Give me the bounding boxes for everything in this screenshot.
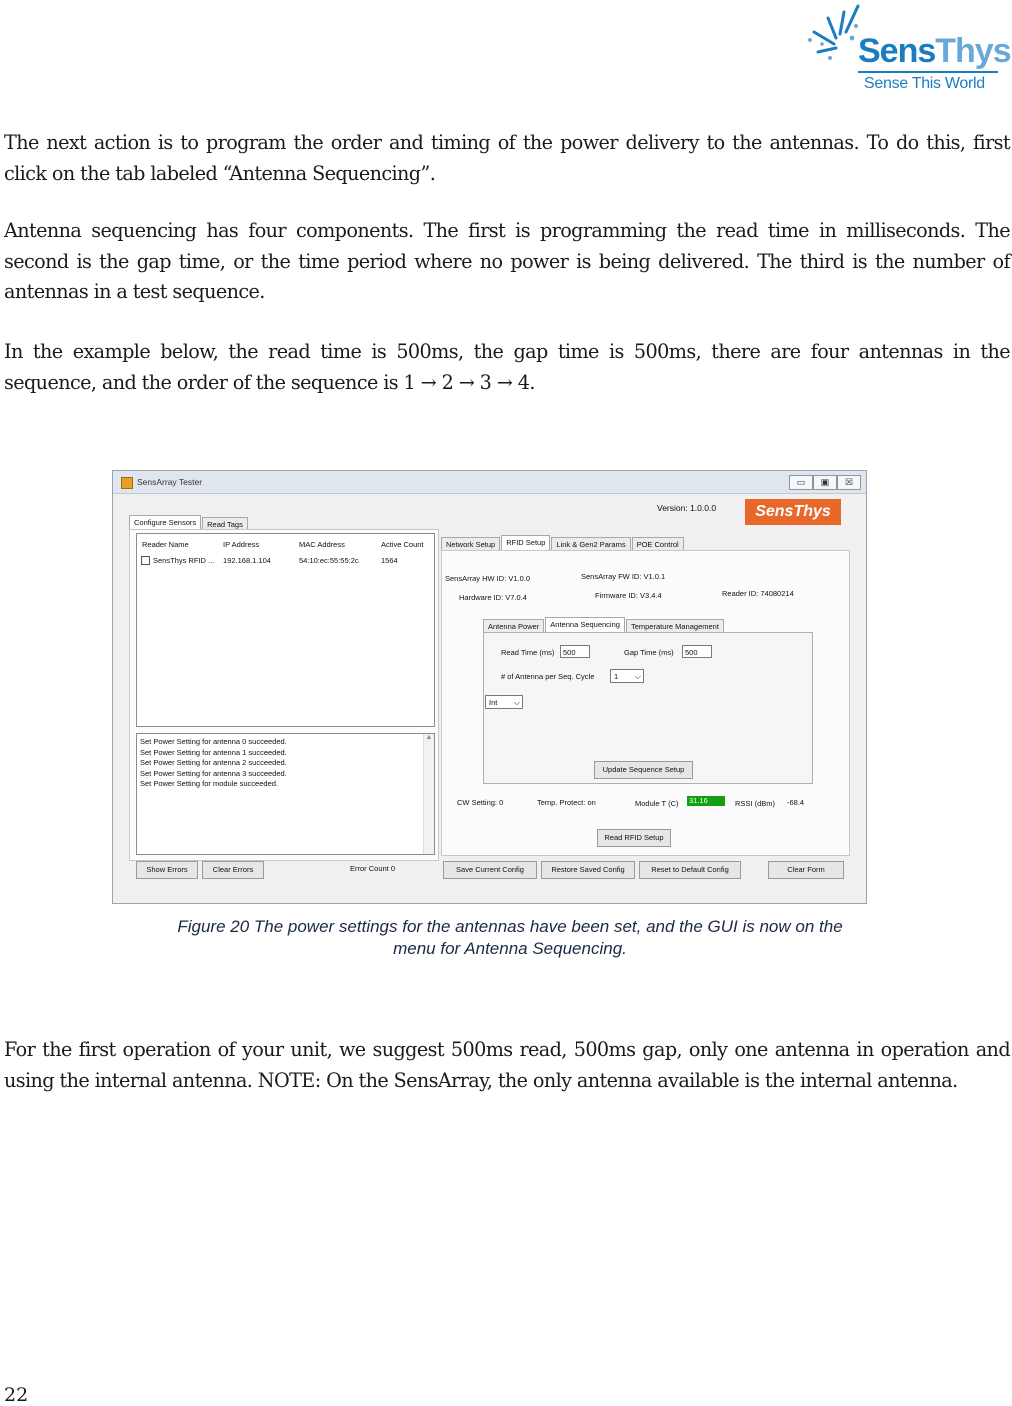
tab-network-setup[interactable]: Network Setup xyxy=(441,537,500,551)
cw-setting-row: CW Setting: 0 xyxy=(457,798,504,807)
minimize-button[interactable]: ▭ xyxy=(789,475,813,490)
restore-saved-config-button[interactable]: Restore Saved Config xyxy=(541,861,635,879)
read-time-input[interactable]: 500 xyxy=(560,645,590,658)
tab-link-gen2-params[interactable]: Link & Gen2 Params xyxy=(551,537,630,551)
reader-list xyxy=(136,533,435,727)
caption-line-1: Figure 20 The power settings for the antennas have been set, and the GUI is now on the xyxy=(177,917,843,936)
tab-poe-control[interactable]: POE Control xyxy=(632,537,684,551)
maximize-button[interactable]: ▣ xyxy=(813,475,837,490)
log-lines xyxy=(140,737,287,790)
column-ip-address[interactable]: IP Address xyxy=(223,540,260,549)
antennas-per-cycle-select[interactable]: 1 ⌵ xyxy=(610,669,644,683)
logo-tagline: Sense This World xyxy=(864,75,985,92)
log-line: Set Power Setting for antenna 2 succeeded. xyxy=(140,758,287,767)
figure-caption xyxy=(70,916,950,960)
burst-icon xyxy=(806,2,866,62)
page-number: 22 xyxy=(4,1384,29,1406)
log-line: Set Power Setting for module succeeded. xyxy=(140,779,278,788)
antenna-select[interactable]: Int ⌵ xyxy=(485,695,523,709)
show-errors-button[interactable]: Show Errors xyxy=(136,861,198,879)
gap-time-label: Gap Time (ms) xyxy=(624,648,674,657)
hw-id-row: SensArray HW ID: V1.0.0 xyxy=(445,574,531,583)
module-temp-value: 31.16 xyxy=(687,796,725,806)
antennas-per-cycle-label: # of Antenna per Seq. Cycle xyxy=(501,672,595,681)
tab-temperature-management[interactable]: Temperature Management xyxy=(626,619,724,633)
log-box[interactable] xyxy=(136,733,435,855)
close-button[interactable]: ☒ xyxy=(837,475,861,490)
tab-rfid-setup[interactable]: RFID Setup xyxy=(501,535,550,551)
version-label: Version: 1.0.0.0 xyxy=(657,503,717,513)
column-mac-address[interactable]: MAC Address xyxy=(299,540,345,549)
rssi-value: -68.4 xyxy=(787,798,805,807)
paragraph-intro: The next action is to program the order and timing of the power delivery to the antennas. To do this, first click on the tab labeled “Antenna Sequencing”. xyxy=(4,131,1010,185)
tab-antenna-sequencing[interactable]: Antenna Sequencing xyxy=(545,617,625,633)
logo-rule xyxy=(858,71,998,73)
error-count-row: Error Count 0 xyxy=(350,864,396,873)
sub-tabs xyxy=(483,619,725,633)
rssi-label: RSSI (dBm) xyxy=(735,799,776,808)
fw-id-row: SensArray FW ID: V1.0.1 xyxy=(581,572,666,581)
paragraph-components: Antenna sequencing has four components. The first is programming the read time in milliseconds. The second is the gap time, or the time period where no power is being delivered. The third is the number of antennas in a test sequence. xyxy=(4,219,1010,303)
read-rfid-setup-button[interactable]: Read RFID Setup xyxy=(597,829,671,847)
tab-configure-sensors[interactable]: Configure Sensors xyxy=(129,515,201,531)
tab-read-tags[interactable]: Read Tags xyxy=(202,517,248,531)
log-line: Set Power Setting for antenna 1 succeeded. xyxy=(140,747,287,757)
window-title: SensArray Tester xyxy=(137,477,203,487)
column-reader-name[interactable]: Reader Name xyxy=(142,540,189,549)
brand-logo: SensThys xyxy=(745,499,841,525)
logo-wordmark: SensThys xyxy=(858,32,1011,70)
reader-id-row: Reader ID: 74080214 xyxy=(722,589,794,598)
hardware-id-row: Hardware ID: V7.0.4 xyxy=(459,593,527,602)
paragraph-example: In the example below, the read time is 500ms, the gap time is 500ms, there are four antennas in the sequence, and the order of the sequence is 1 → 2 → 3 → 4. xyxy=(4,340,1010,394)
gap-time-input[interactable]: 500 xyxy=(682,645,712,658)
log-line: Set Power Setting for antenna 0 succeeded. xyxy=(140,737,287,746)
caption-line-2: menu for Antenna Sequencing. xyxy=(393,939,627,958)
column-active-count[interactable]: Active Count xyxy=(381,540,424,549)
clear-form-button[interactable]: Clear Form xyxy=(768,861,844,879)
clear-errors-button[interactable]: Clear Errors xyxy=(202,861,264,879)
chevron-down-icon: ⌵ xyxy=(513,698,520,707)
sensthys-logo xyxy=(806,2,1011,98)
row-checkbox[interactable] xyxy=(141,556,150,565)
update-sequence-setup-button[interactable]: Update Sequence Setup xyxy=(594,761,693,779)
app-icon xyxy=(121,477,133,489)
row-active-count: 1564 xyxy=(381,556,398,565)
log-scrollbar[interactable]: ▲ xyxy=(423,734,434,854)
temp-protect-row: Temp. Protect: on xyxy=(537,798,596,807)
read-time-label: Read Time (ms) xyxy=(501,648,555,657)
row-mac-address: 54:10:ec:55:55:2c xyxy=(299,556,359,565)
paragraph-recommendation: For the first operation of your unit, we suggest 500ms read, 500ms gap, only one antenna in operation and using the internal antenna. NOTE: On the SensArray, the only antenna available is the internal antenna. xyxy=(4,1038,1010,1092)
tab-antenna-power[interactable]: Antenna Power xyxy=(483,619,544,633)
reset-default-config-button[interactable]: Reset to Default Config xyxy=(639,861,741,879)
row-reader-name[interactable]: SensThys RFID ... xyxy=(153,556,215,565)
title-bar xyxy=(113,471,866,494)
firmware-id-row: Firmware ID: V3.4.4 xyxy=(595,591,662,600)
log-line: Set Power Setting for antenna 3 succeeded. xyxy=(140,768,287,778)
save-current-config-button[interactable]: Save Current Config xyxy=(443,861,537,879)
right-tabs xyxy=(441,537,685,551)
row-ip-address: 192.168.1.104 xyxy=(223,556,271,565)
app-window xyxy=(112,470,867,904)
chevron-down-icon: ⌵ xyxy=(634,672,641,681)
module-temp-label: Module T (C) xyxy=(635,799,679,808)
